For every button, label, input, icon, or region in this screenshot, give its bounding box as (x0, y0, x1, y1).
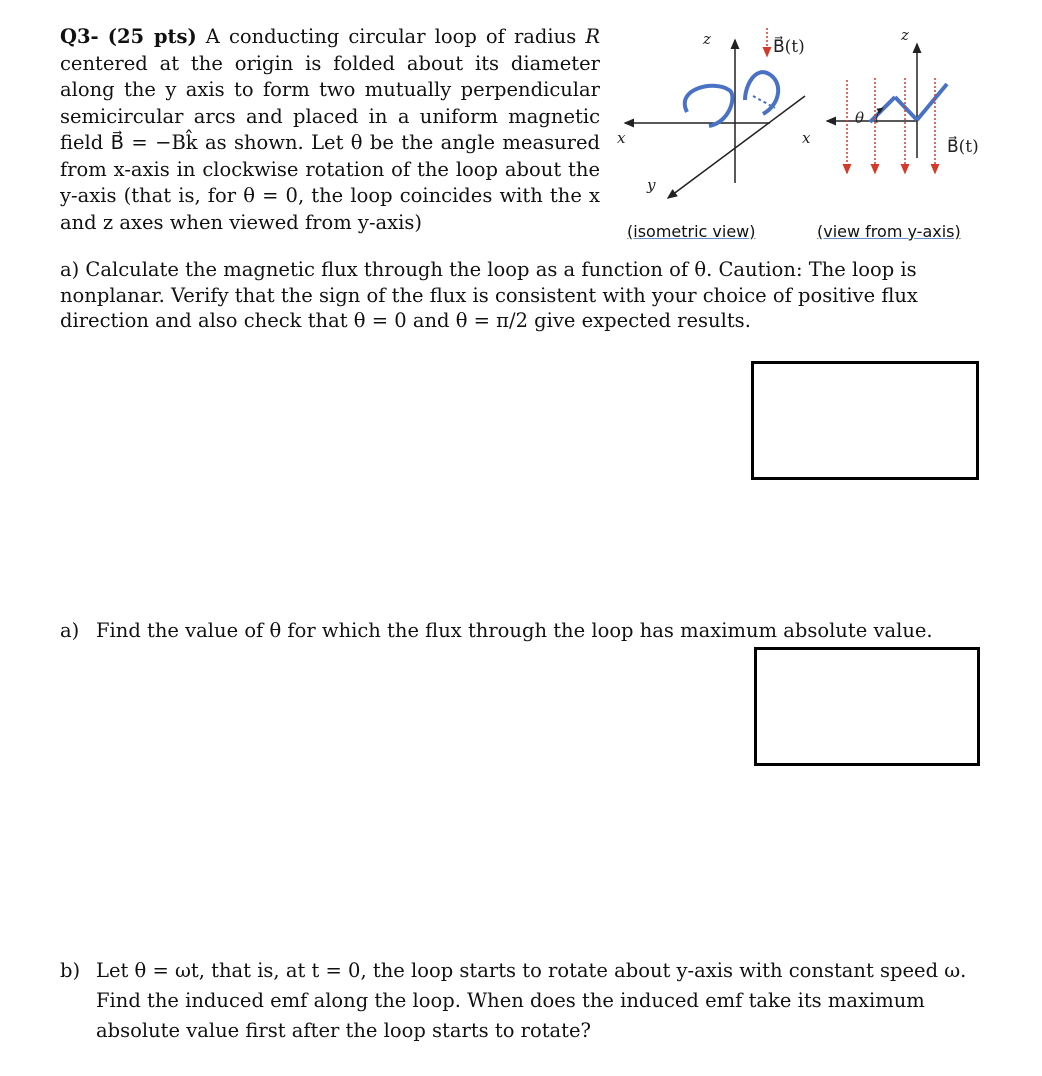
iso-y-label: y (647, 176, 656, 194)
answer-box-a-main[interactable] (751, 361, 979, 480)
iso-arc-2 (745, 72, 778, 114)
yview-caption: (view from y-axis) (817, 222, 961, 241)
yview-theta-label: θ (855, 109, 865, 127)
problem-intro (60, 24, 600, 236)
intro-text-2: centered at the origin is folded about its diameter along the y axis to form two mutually perpendicular semicircular arcs and placed in a uniform magnetic field (60, 51, 600, 154)
iso-x-label: x (617, 129, 626, 147)
isometric-view (617, 28, 805, 198)
figure (605, 18, 1025, 241)
part-a2-question (60, 616, 980, 646)
yview-B-label: B⃗(t) (947, 137, 979, 157)
part-a-main-question: a) Calculate the magnetic flux through the loop as a function of θ. Caution: The loop is nonplanar. Verify that the sign of the flux is consistent with your choice of positive flux direction and also check that θ = 0 and θ = π/2 give expected results. (60, 258, 918, 332)
yview-loop-right (917, 84, 947, 120)
intro-text-3: as shown. Let θ be the angle measured from x-axis in clockwise rotation of the loop about the y-axis (that is, for θ = 0, the loop coincides with the x and z axes when viewed from y-axis) (60, 131, 600, 234)
figure-svg (605, 18, 1025, 238)
y-axis-view (802, 26, 979, 173)
radius-symbol: R (585, 25, 600, 48)
part-a2-label: a) (60, 619, 80, 642)
part-b-text: Let θ = ωt, that is, at t = 0, the loop starts to rotate about y-axis with constant speed ω. Find the induced emf along the loop. When does the induced emf take its maximum absolute value first after the loop starts to rotate? (96, 959, 967, 1042)
field-equation: B⃗ = −Bk̂ (110, 131, 198, 154)
yview-z-label: z (901, 26, 909, 44)
iso-caption: (isometric view) (627, 222, 756, 241)
yview-loop-mid (895, 97, 917, 120)
yview-x-label: x (802, 129, 811, 147)
part-b-label: b) (60, 959, 81, 982)
part-a2-text: Find the value of θ for which the flux through the loop has maximum absolute value. (96, 619, 933, 642)
iso-z-label: z (703, 30, 711, 48)
iso-y-axis (668, 96, 805, 198)
iso-arc-1 (685, 86, 733, 126)
question-points: (25 pts) (107, 25, 197, 48)
answer-box-a2[interactable] (754, 647, 980, 766)
iso-B-label: B⃗(t) (773, 37, 805, 57)
intro-text-1: A conducting circular loop of radius (205, 25, 586, 48)
part-b-question (60, 956, 980, 1046)
question-number: Q3- (60, 25, 99, 48)
yview-loop-left (870, 97, 895, 122)
